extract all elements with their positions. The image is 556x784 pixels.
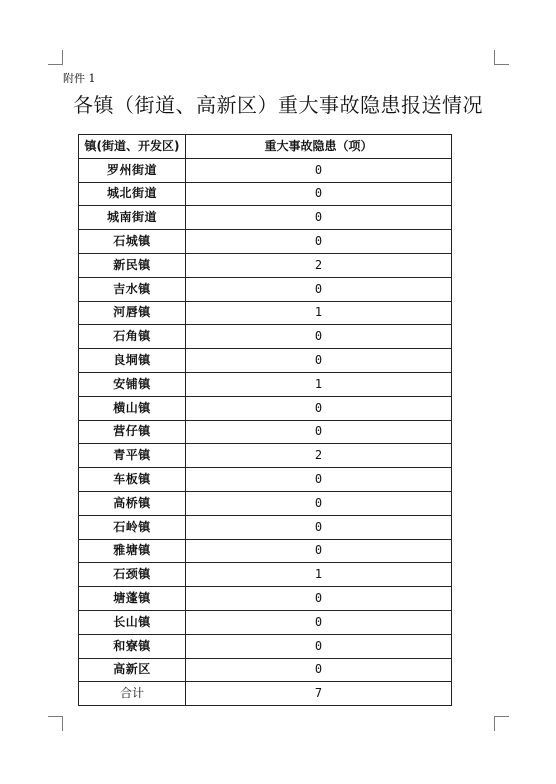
- table-row: [79, 563, 452, 587]
- town-name: 高新区: [79, 658, 186, 682]
- table-row: [79, 634, 452, 658]
- attachment-label: 附件 1: [63, 72, 96, 85]
- crop-mark-top-right: [494, 50, 509, 65]
- town-name: 长山镇: [79, 610, 186, 634]
- hazard-count: 0: [186, 420, 452, 444]
- total-count: 7: [186, 682, 452, 706]
- town-name: 青平镇: [79, 444, 186, 468]
- hazard-count: 0: [186, 230, 452, 254]
- town-name: 良垌镇: [79, 349, 186, 373]
- table-row: [79, 372, 452, 396]
- table-row: [79, 491, 452, 515]
- hazard-count: 0: [186, 587, 452, 611]
- town-name: 城北街道: [79, 182, 186, 206]
- town-name: 高桥镇: [79, 491, 186, 515]
- hazard-count: 0: [186, 634, 452, 658]
- table-row: [79, 277, 452, 301]
- town-name: 石岭镇: [79, 515, 186, 539]
- table-body: [79, 158, 452, 705]
- hazard-count: 0: [186, 468, 452, 492]
- town-name: 营仔镇: [79, 420, 186, 444]
- hazard-count: 2: [186, 253, 452, 277]
- town-name: 横山镇: [79, 396, 186, 420]
- table-row: [79, 396, 452, 420]
- town-name: 河唇镇: [79, 301, 186, 325]
- hazard-count: 0: [186, 491, 452, 515]
- town-name: 城南街道: [79, 206, 186, 230]
- crop-mark-bottom-left: [48, 716, 63, 731]
- table-header-row: [79, 135, 452, 159]
- table-header: [79, 135, 452, 159]
- town-name: 安铺镇: [79, 372, 186, 396]
- table-row: [79, 587, 452, 611]
- hazard-count: 0: [186, 396, 452, 420]
- town-name: 雅塘镇: [79, 539, 186, 563]
- table-row: [79, 444, 452, 468]
- table-row: [79, 515, 452, 539]
- total-row: [79, 682, 452, 706]
- hazard-count: 0: [186, 325, 452, 349]
- header-town: 镇(街道、开发区): [79, 135, 186, 159]
- table-row: [79, 420, 452, 444]
- table-row: [79, 230, 452, 254]
- total-label: 合计: [79, 682, 186, 706]
- hazard-count: 0: [186, 515, 452, 539]
- hazard-count: 0: [186, 349, 452, 373]
- table-row: [79, 182, 452, 206]
- crop-mark-top-left: [48, 50, 63, 65]
- town-name: 石城镇: [79, 230, 186, 254]
- hazard-count: 0: [186, 539, 452, 563]
- document-title: 各镇（街道、高新区）重大事故隐患报送情况: [73, 93, 483, 117]
- town-name: 车板镇: [79, 468, 186, 492]
- hazard-count: 0: [186, 158, 452, 182]
- hazard-count: 0: [186, 658, 452, 682]
- town-name: 石颈镇: [79, 563, 186, 587]
- hazard-count: 0: [186, 277, 452, 301]
- hazard-count: 1: [186, 301, 452, 325]
- header-hazard-count: 重大事故隐患（项）: [186, 135, 452, 159]
- table-row: [79, 539, 452, 563]
- town-name: 罗州街道: [79, 158, 186, 182]
- table-row: [79, 658, 452, 682]
- table-row: [79, 349, 452, 373]
- town-name: 石角镇: [79, 325, 186, 349]
- hazard-count: 0: [186, 610, 452, 634]
- table-row: [79, 301, 452, 325]
- table-row: [79, 610, 452, 634]
- table-row: [79, 468, 452, 492]
- hazard-count: 2: [186, 444, 452, 468]
- table-row: [79, 206, 452, 230]
- crop-mark-bottom-right: [494, 716, 509, 731]
- table-row: [79, 253, 452, 277]
- hazard-report-table: [78, 134, 452, 706]
- table-row: [79, 158, 452, 182]
- hazard-count: 1: [186, 372, 452, 396]
- town-name: 和寮镇: [79, 634, 186, 658]
- table-row: [79, 325, 452, 349]
- town-name: 塘蓬镇: [79, 587, 186, 611]
- town-name: 新民镇: [79, 253, 186, 277]
- hazard-count: 0: [186, 182, 452, 206]
- hazard-count: 0: [186, 206, 452, 230]
- hazard-count: 1: [186, 563, 452, 587]
- town-name: 吉水镇: [79, 277, 186, 301]
